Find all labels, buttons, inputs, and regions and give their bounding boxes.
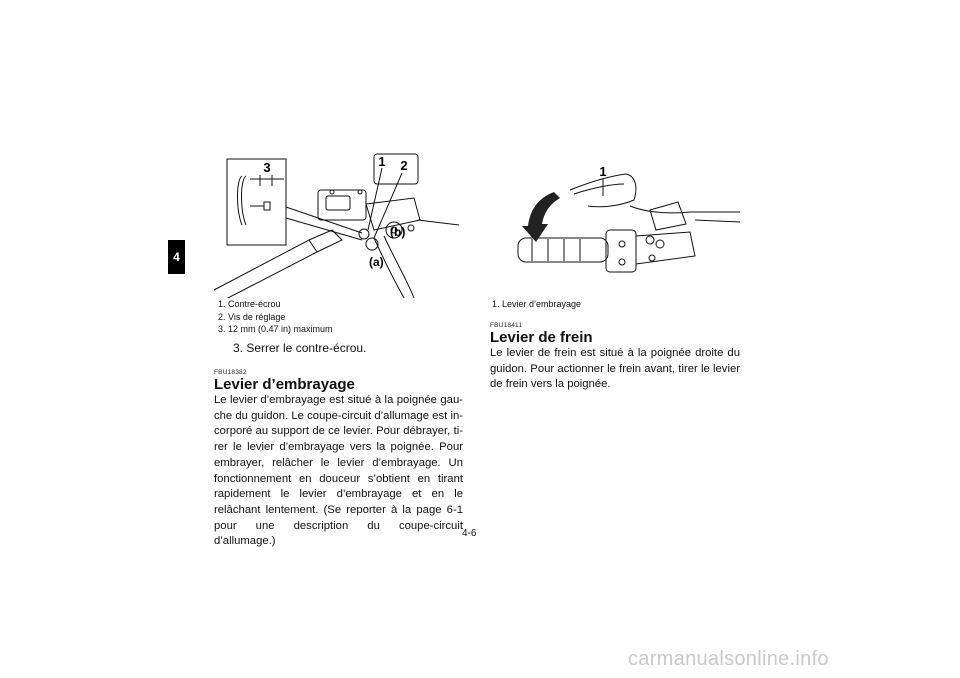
legend-item: 1. Contre-écrou — [218, 299, 281, 309]
section-code: FBU18382 — [214, 369, 247, 376]
section-body-brake: Le levier de frein est situé à la poignée droite du guidon. Pour actionner le frein avant, tirer le levier de frein vers la poignée. — [490, 347, 740, 391]
callout-3: 3 — [263, 160, 271, 175]
callout-1: 1 — [599, 164, 607, 179]
inset-box — [227, 159, 286, 245]
figure-clutch-lever — [490, 140, 752, 298]
figure-right-legend — [492, 298, 581, 311]
figure-left-legend — [218, 298, 333, 336]
section-code: FBU18411 — [490, 322, 523, 329]
callout-1: 1 — [378, 154, 386, 169]
legend-item: 1. Levier d’embrayage — [492, 299, 582, 309]
legend-item: 3. 12 mm (0.47 in) maximum — [218, 324, 333, 334]
figure-clutch-adjustment — [214, 140, 476, 298]
step-3: 3. Serrer le contre-écrou. — [233, 341, 367, 355]
watermark-link[interactable]: carmanualsonline.info — [628, 648, 829, 670]
legend-item: 2. Vis de réglage — [218, 311, 286, 322]
pull-arrow-icon — [522, 192, 560, 242]
callout-2: 2 — [400, 158, 408, 173]
section-heading-brake: Levier de frein — [490, 329, 593, 346]
callout-b: (b) — [390, 225, 406, 239]
callout-a: (a) — [369, 255, 384, 269]
section-body-clutch: Le levier d’embrayage est situé à la poignée gauche du guidon. Le coupe-circuit d’allumage est incorporé au support de ce levier. Pour débrayer, tirer le levier d’embrayage vers la poignée. Pour embrayer, relâcher le levier d’embrayage. Un fonctionnement en douceur s’obtient en tirant rapidement le levier d’embrayage et en le relâchant lentement. (Se reporter à la page 6-1 pour une description du coupe-circuit d’allumage.) — [214, 394, 463, 548]
chapter-tab: 4 — [168, 240, 185, 274]
section-heading-clutch: Levier d’embrayage — [214, 376, 355, 393]
page-number: 4-6 — [462, 528, 477, 539]
